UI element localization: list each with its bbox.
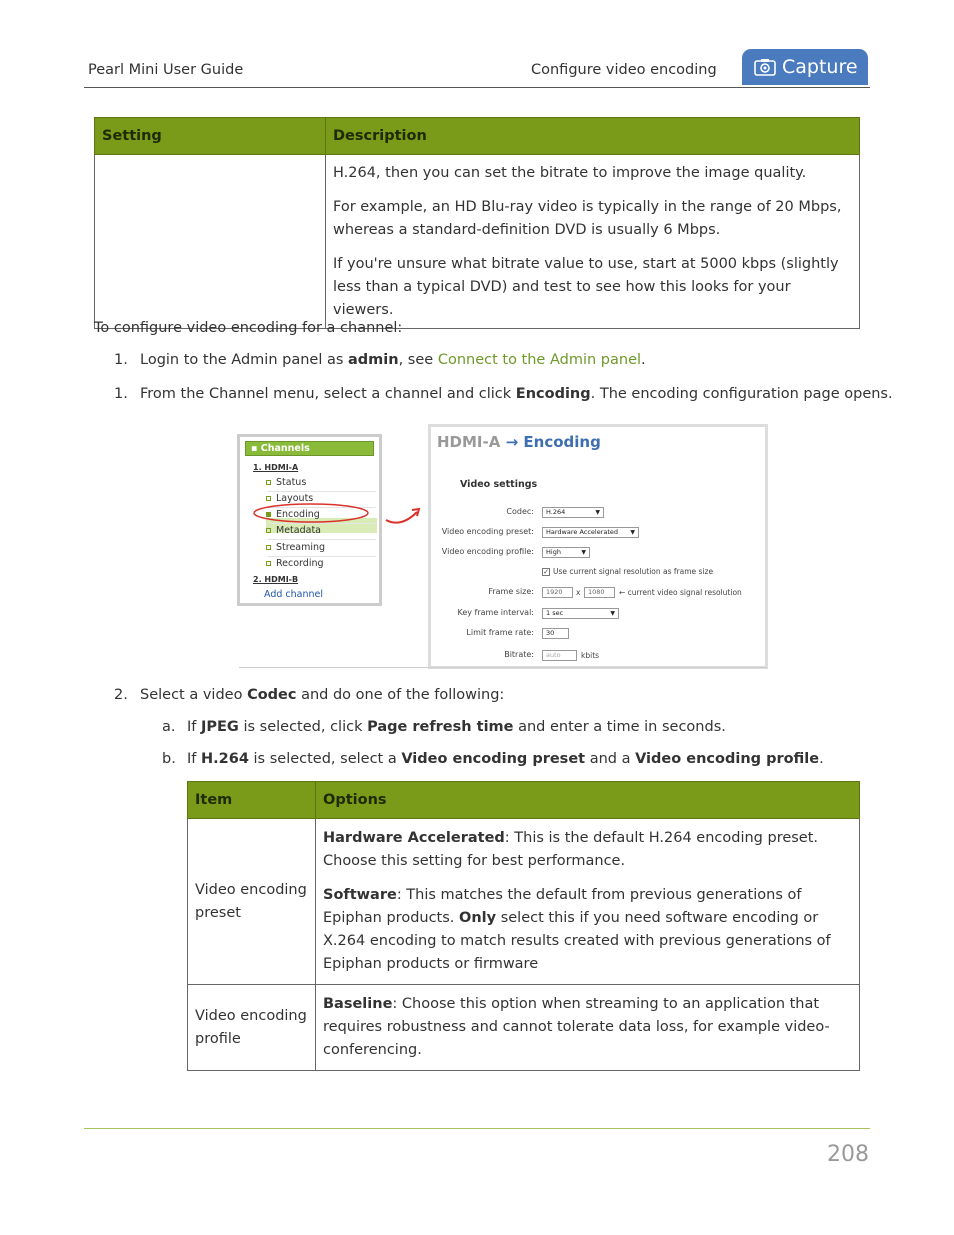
camera-icon [754,58,776,76]
encoding-screenshot-figure [237,424,768,669]
checkbox-checked-icon: ✓ [543,568,549,576]
bitrate-label: Bitrate: [504,650,534,659]
item-cell: Video encoding preset [188,819,316,985]
options-cell [316,819,860,985]
connect-admin-link[interactable]: Connect to the Admin panel [437,352,642,368]
keyframe-label: Key frame interval: [457,608,534,617]
menu-item-layouts[interactable]: Layouts [266,493,313,504]
table-header-setting: Setting [95,118,326,155]
codec-label: Codec: [506,507,534,516]
table-header-options: Options [316,782,860,819]
frame-size-label: Frame size: [488,587,534,596]
step-number: 1. [114,352,128,368]
settings-table [94,117,860,329]
description-paragraph: H.264, then you can set the bitrate to improve the image quality. [333,165,807,181]
substep-letter: a. [162,719,176,735]
guide-title: Pearl Mini User Guide [88,62,244,78]
panel-title: HDMI-A → Encoding [437,433,601,451]
encoding-panel [428,424,768,669]
intro-text: To configure video encoding for a channel: [94,320,403,336]
bitrate-unit: kbits [581,651,600,660]
bullet-icon [266,561,271,566]
step-select-codec: Select a video Codec and do one of the following: [140,687,505,703]
options-cell [316,985,860,1071]
frame-size-separator: x [576,588,581,597]
menu-item-status[interactable]: Status [266,477,306,488]
description-paragraph: If you're unsure what bitrate value to use, start at 5000 kbps (slightly less than a typical DVD) and test to see how this looks for your viewers. [333,256,839,318]
capture-tab-label: Capture [782,56,858,78]
options-table [187,781,860,1071]
menu-item-recording[interactable]: Recording [266,558,324,569]
frame-size-hint: ← current video signal resolution [619,588,742,597]
section-title: Configure video encoding [531,62,717,78]
codec-select[interactable]: H.264 ▼ [542,507,604,518]
step-number: 2. [114,687,128,703]
footer-divider [84,1128,870,1129]
limit-frame-rate-label: Limit frame rate: [466,628,534,637]
description-cell [326,155,860,329]
substep-h264: If H.264 is selected, select a Video encoding preset and a Video encoding profile. [187,751,824,767]
menu-item-encoding[interactable]: Encoding [266,509,320,520]
keyframe-select[interactable]: 1 sec ▼ [542,608,619,619]
header-divider [84,87,870,88]
channel-hdmi-a[interactable]: 1. HDMI-A [253,463,299,472]
encoding-highlight-ellipse [237,424,428,554]
capture-tab[interactable] [742,49,868,85]
step-select-channel: From the Channel menu, select a channel and click Encoding. The encoding configuration page opens. [140,386,893,402]
use-current-resolution-checkbox[interactable]: ✓ Use current signal resolution as frame size [543,567,714,576]
table-header-item: Item [188,782,316,819]
menu-item-metadata[interactable]: Metadata [266,525,321,536]
video-settings-heading: Video settings [460,479,538,490]
limit-frame-rate-input[interactable]: 30 [542,628,569,639]
setting-cell [95,155,326,329]
profile-select[interactable]: High ▼ [542,547,590,558]
page-number: 208 [827,1142,869,1167]
red-arrow-icon [383,504,425,530]
option-paragraph: Software: This matches the default from previous generations of Epiphan products. Only select this if you need software encoding or X.264 encoding to match results created with previous generations of Epiphan products or firmware [323,887,831,972]
profile-label: Video encoding profile: [441,547,534,556]
frame-height-input[interactable]: 1080 [584,587,615,598]
item-cell: Video encoding profile [188,985,316,1071]
table-header-description: Description [326,118,860,155]
option-paragraph: Baseline: Choose this option when streaming to an application that requires robustness and cannot tolerate data loss, for example video-conferencing. [323,996,830,1058]
bitrate-input[interactable]: auto [542,650,577,661]
frame-width-input[interactable]: 1920 [542,587,573,598]
step-login: Login to the Admin panel as admin, see Connect to the Admin panel. [140,352,646,368]
substep-letter: b. [162,751,176,767]
description-paragraph: For example, an HD Blu-ray video is typically in the range of 20 Mbps, whereas a standard-definition DVD is usually 6 Mbps. [333,199,842,238]
table-row [95,155,860,329]
add-channel-link[interactable]: Add channel [264,589,324,600]
step-number: 1. [114,386,128,402]
menu-item-streaming[interactable]: Streaming [266,542,325,553]
channel-hdmi-b[interactable]: 2. HDMI-B [253,575,299,584]
substep-jpeg: If JPEG is selected, click Page refresh time and enter a time in seconds. [187,719,726,735]
preset-select[interactable]: Hardware Accelerated ▼ [542,527,639,538]
table-row [188,985,860,1071]
option-paragraph: Hardware Accelerated: This is the default H.264 encoding preset. Choose this setting for best performance. [323,830,819,869]
table-row [188,819,860,985]
figure-baseline [239,667,767,668]
preset-label: Video encoding preset: [441,527,534,536]
channels-menu-header: ▪ Channels [245,441,374,456]
